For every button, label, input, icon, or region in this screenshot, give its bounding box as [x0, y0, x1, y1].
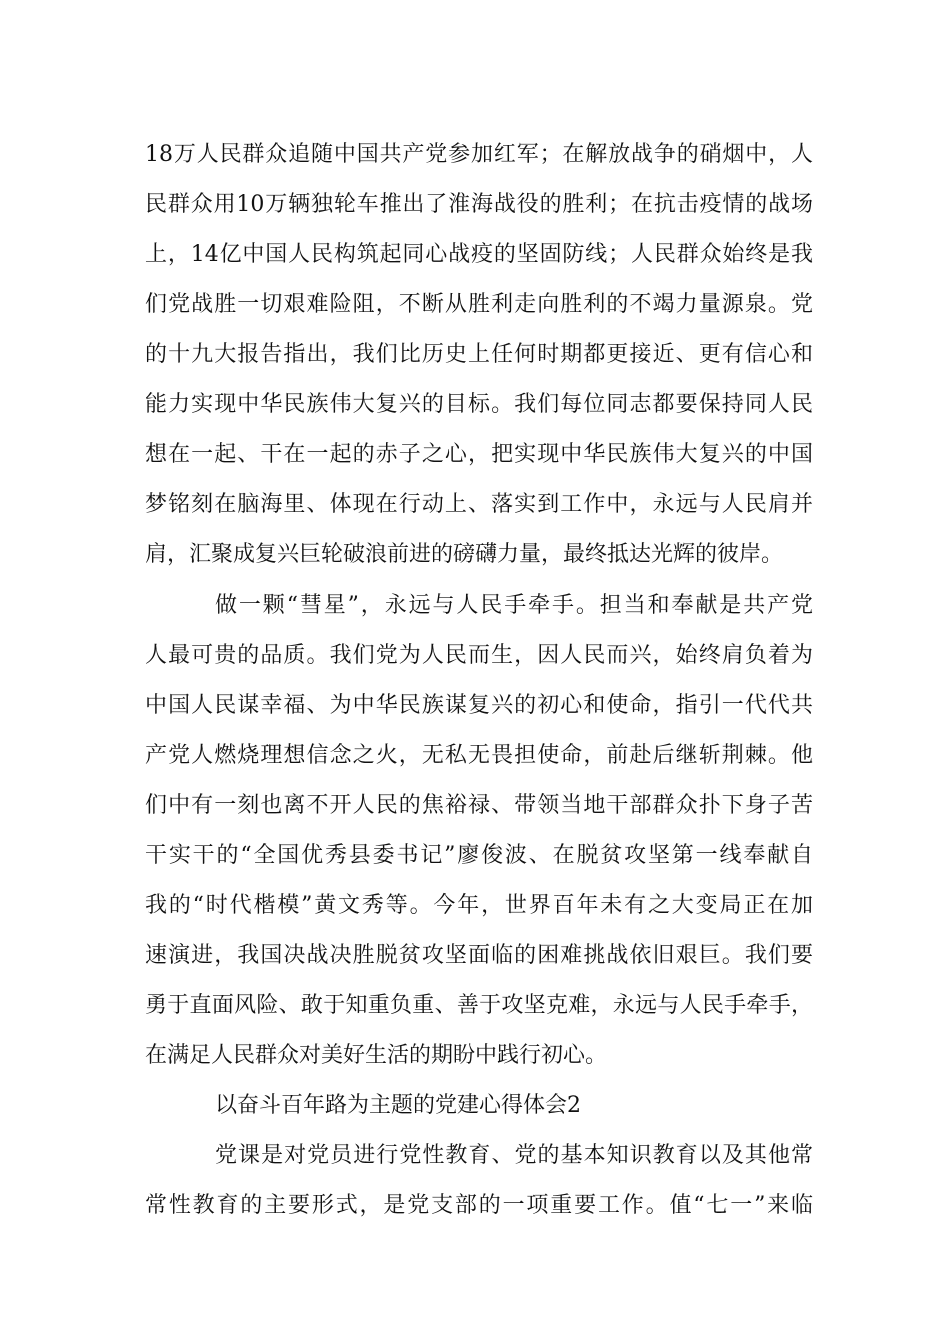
body-text-line: 想在一起、干在一起的赤子之心，把实现中华民族伟大复兴的中国: [145, 442, 813, 467]
body-text-line: 们中有一刻也离不开人民的焦裕禄、带领当地干部群众扑下身子苦: [145, 793, 813, 818]
paragraph-heading-line: 做一颗“彗星”，永远与人民手牵手。担当和奉献是共产党: [215, 593, 813, 618]
body-text-line: 们党战胜一切艰难险阻，不断从胜利走向胜利的不竭力量源泉。党: [145, 292, 813, 317]
body-text-line: 肩，汇聚成复兴巨轮破浪前进的磅礴力量，最终抵达光辉的彼岸。: [145, 542, 784, 567]
body-text-line: 上，14亿中国人民构筑起同心战疫的坚固防线；人民群众始终是我: [145, 242, 813, 267]
body-text-line: 产党人燃烧理想信念之火，无私无畏担使命，前赴后继斩荆棘。他: [145, 743, 813, 768]
body-text-line: 干实干的“全国优秀县委书记”廖俊波、在脱贫攻坚第一线奉献自: [145, 843, 813, 868]
body-text-line: 梦铭刻在脑海里、体现在行动上、落实到工作中，永远与人民肩并: [145, 492, 813, 517]
body-text-line: 的十九大报告指出，我们比历史上任何时期都更接近、更有信心和: [145, 342, 813, 367]
body-text-line: 党课是对党员进行党性教育、党的基本知识教育以及其他常: [215, 1143, 813, 1168]
body-text-line: 常性教育的主要形式，是党支部的一项重要工作。值“七一”来临: [145, 1193, 813, 1218]
body-text-line: 在满足人民群众对美好生活的期盼中践行初心。: [145, 1043, 608, 1068]
body-text-line: 中国人民谋幸福、为中华民族谋复兴的初心和使命，指引一代代共: [145, 693, 813, 718]
body-text-line: 勇于直面风险、敢于知重负重、善于攻坚克难，永远与人民手牵手，: [145, 993, 813, 1018]
body-text-line: 能力实现中华民族伟大复兴的目标。我们每位同志都要保持同人民: [145, 392, 813, 417]
body-text-line: 速演进，我国决战决胜脱贫攻坚面临的困难挑战依旧艰巨。我们要: [145, 943, 813, 968]
body-text-line: 人最可贵的品质。我们党为人民而生，因人民而兴，始终肩负着为: [145, 643, 813, 668]
body-text-line: 民群众用10万辆独轮车推出了淮海战役的胜利；在抗击疫情的战场: [145, 192, 813, 217]
section-title: 以奋斗百年路为主题的党建心得体会2: [215, 1093, 581, 1118]
body-text-line: 我的“时代楷模”黄文秀等。今年，世界百年未有之大变局正在加: [145, 893, 813, 918]
body-text-line: 18万人民群众追随中国共产党参加红军；在解放战争的硝烟中，人: [145, 142, 813, 167]
